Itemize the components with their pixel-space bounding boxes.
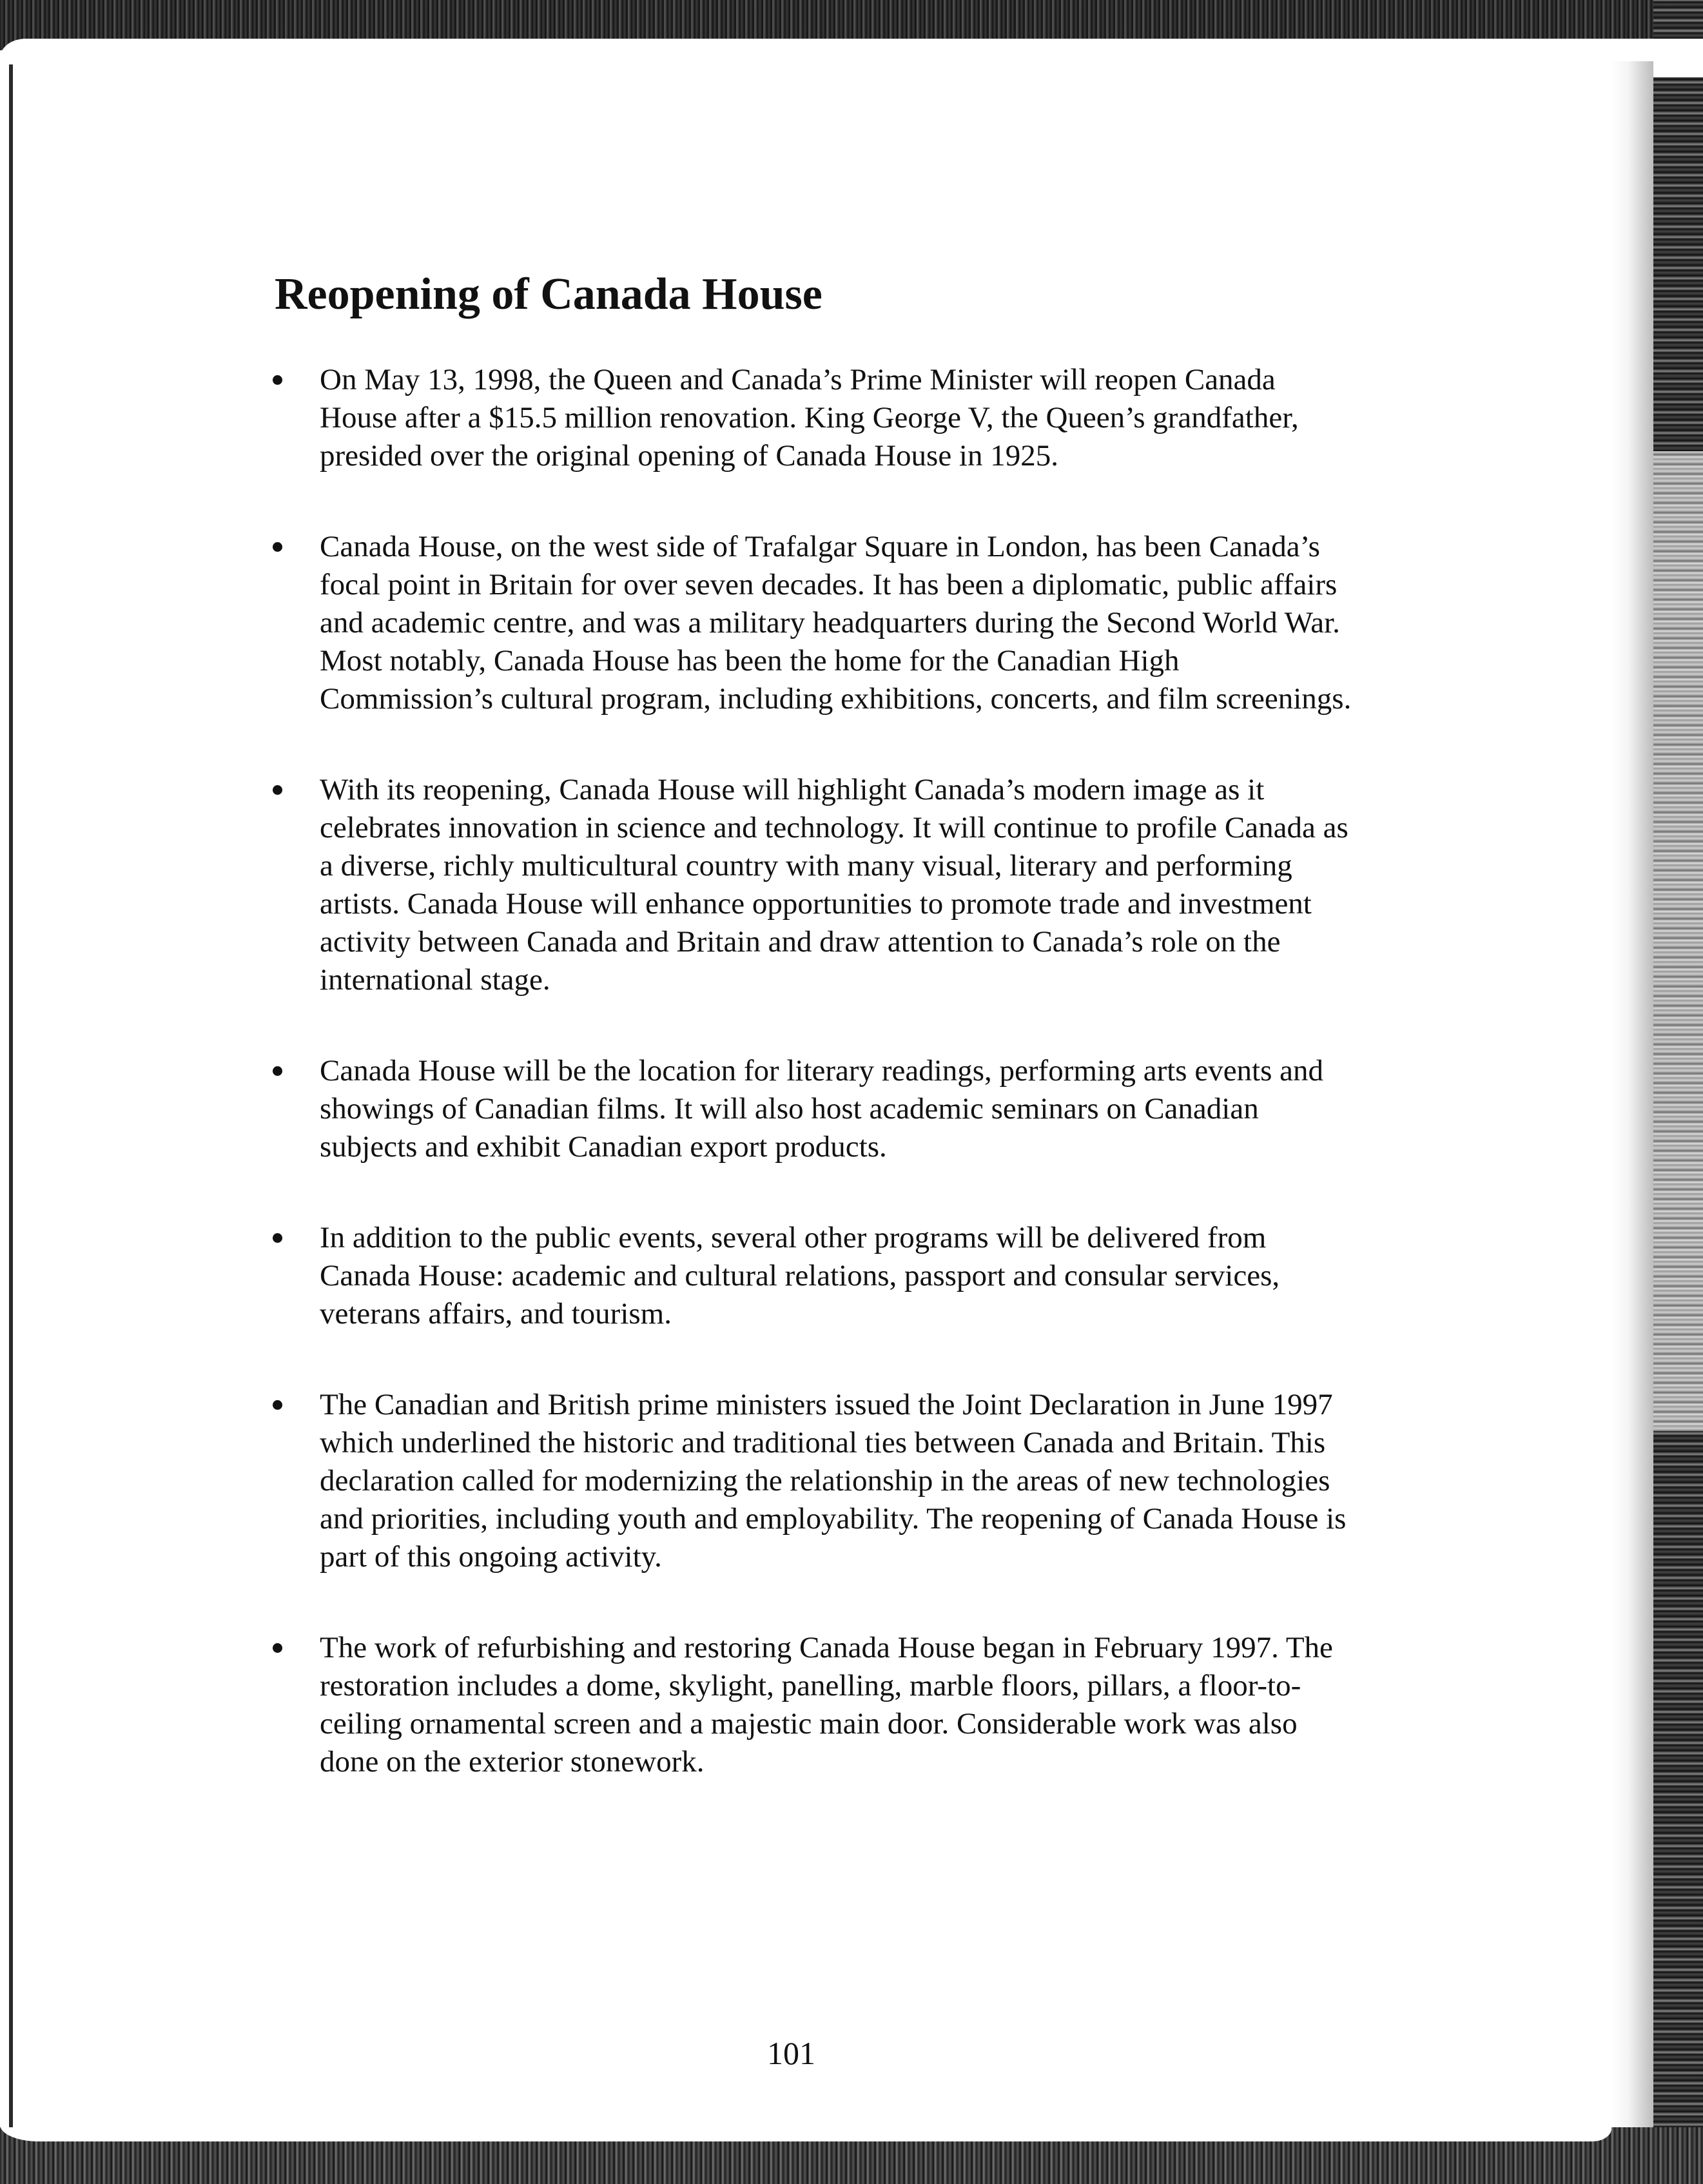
page-title: Reopening of Canada House [275, 269, 822, 319]
bullet-text: In addition to the public events, several other programs will be delivered from Canada House: academic and cultural relations, passport and consular services, veterans affairs, and tourism. [320, 1221, 1280, 1331]
bullet-list [271, 361, 1354, 1834]
bullet-item [271, 361, 1354, 475]
page-number: 101 [767, 2035, 815, 2071]
bullet-text: Canada House will be the location for literary readings, performing arts events and showings of Canadian films. It will also host academic seminars on Canadian subjects and exhibit Canadian export products. [320, 1054, 1324, 1164]
bullet-icon [273, 785, 282, 795]
page-bottom-edge [0, 2108, 1611, 2141]
bullet-item [271, 1052, 1354, 1166]
bullet-text: The work of refurbishing and restoring Canada House began in February 1997. The restoration includes a dome, skylight, panelling, marble floors, pillars, a floor-to-ceiling ornamental screen and a majestic main door. Considerable work was also done on the exterior stonework. [320, 1631, 1333, 1779]
bullet-icon [273, 1643, 282, 1653]
bullet-icon [273, 1400, 282, 1410]
scan-border-right-texture [1653, 451, 1703, 1431]
page-right-edge [1611, 61, 1653, 2127]
bullet-item [271, 1629, 1354, 1781]
bullet-item [271, 1386, 1354, 1576]
page-top-edge [0, 39, 1703, 77]
bullet-icon [273, 1233, 282, 1243]
bullet-item [271, 1219, 1354, 1333]
bullet-icon [273, 542, 282, 552]
bullet-text: The Canadian and British prime ministers issued the Joint Declaration in June 1997 which underlined the historic and traditional ties between Canada and Britain. This declaration called for modernizing the relationship in the areas of new technologies and priorities, including youth and employability. The reopening of Canada House is part of this ongoing activity. [320, 1388, 1347, 1574]
bullet-item [271, 771, 1354, 999]
bullet-icon [273, 1066, 282, 1076]
page-left-edge [9, 64, 13, 2127]
bullet-text: On May 13, 1998, the Queen and Canada’s Prime Minister will reopen Canada House after a $15.5 million renovation. King George V, the Queen’s grandfather, presided over the original opening of Canada House in 1925. [320, 363, 1299, 473]
bullet-item [271, 528, 1354, 718]
bullet-icon [273, 375, 282, 385]
bullet-text: Canada House, on the west side of Trafalgar Square in London, has been Canada’s focal point in Britain for over seven decades. It has been a diplomatic, public affairs and academic centre, and was a military headquarters during the Second World War. Most notably, Canada House has been the home for the Canadian High Commission’s cultural program, including exhibitions, concerts, and film screenings. [320, 530, 1352, 716]
bullet-text: With its reopening, Canada House will highlight Canada’s modern image as it celebrates innovation in science and technology. It will continue to profile Canada as a diverse, richly multicultural country with many visual, literary and performing artists. Canada House will enhance opportunities to promote trade and investment activity between Canada and Britain and draw attention to Canada’s role on the international stage. [320, 773, 1348, 997]
